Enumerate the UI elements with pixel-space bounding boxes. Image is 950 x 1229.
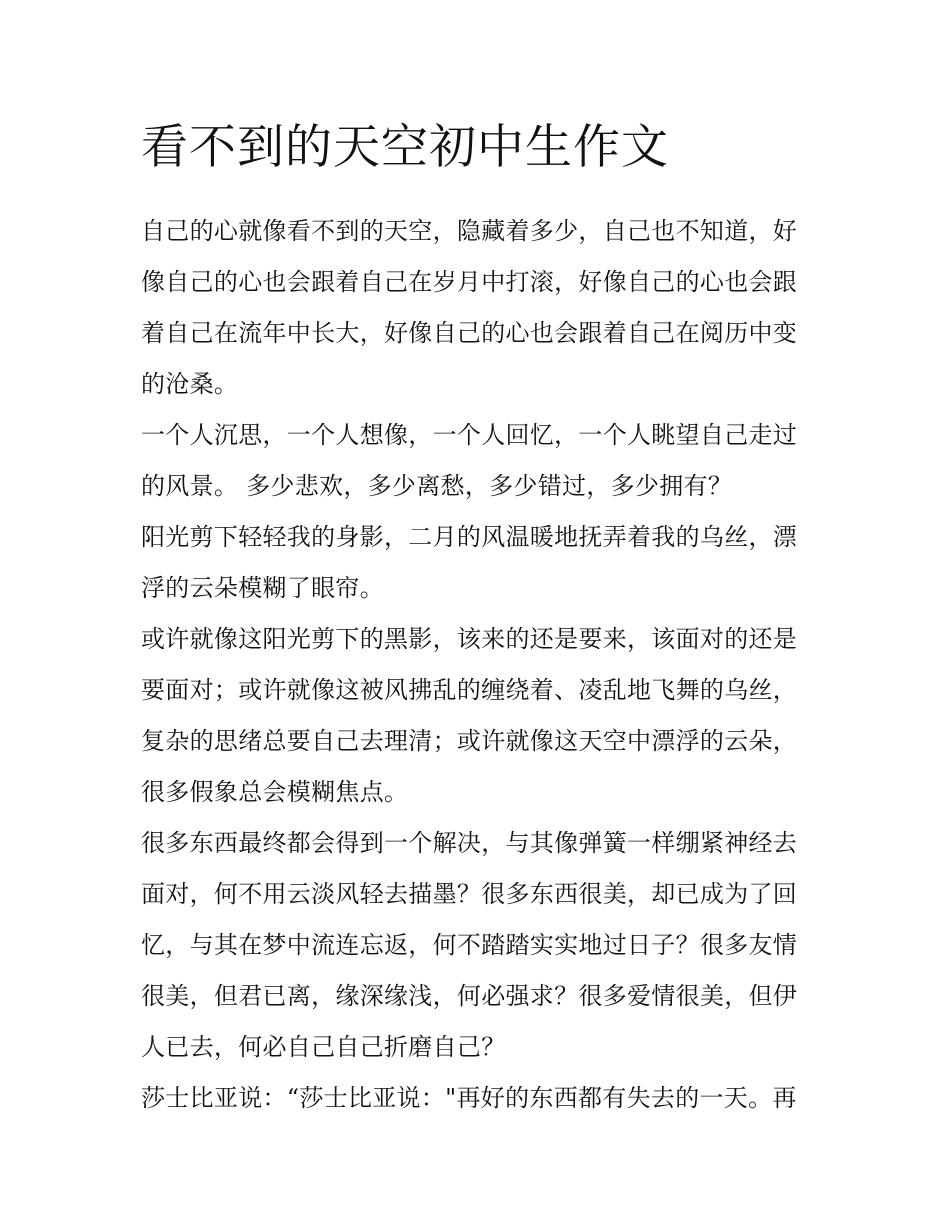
paragraph-4: 或许就像这阳光剪下的黑影，该来的还是要来，该面对的还是要面对；或许就像这被风拂乱的缠绕着、凌乱地飞舞的乌丝，复杂的思绪总要自己去理清；或许就像这天空中漂浮的云朵，很多假象总会模糊焦点。 [141,625,798,806]
paragraph-1: 自己的心就像看不到的天空，隐藏着多少，自己也不知道，好像自己的心也会跟着自己在岁月中打滚，好像自己的心也会跟着自己在流年中长大，好像自己的心也会跟着自己在阅历中变的沧桑。 [141,217,798,398]
document-body [141,116,813,1124]
paragraph-3: 阳光剪下轻轻我的身影，二月的风温暖地抚弄着我的乌丝，漂浮的云朵模糊了眼帘。 [141,523,798,602]
paragraph-6: 莎士比亚说：“莎士比亚说："再好的东西都有失去的一天。再 [141,1084,797,1112]
paragraph-5: 很多东西最终都会得到一个解决，与其像弹簧一样绷紧神经去面对，何不用云淡风轻去描墨？很多东西很美，却已成为了回忆，与其在梦中流连忘返，何不踏踏实实地过日子？很多友情很美，但君已离，缘深缘浅，何必强求？很多爱情很美，但伊人已去，何必自己自己折磨自己？ [141,829,798,1061]
document-title: 看不到的天空初中生作文 [141,120,669,175]
paragraph-2: 一个人沉思，一个人想像，一个人回忆，一个人眺望自己走过的风景。 多少悲欢，多少离愁，多少错过，多少拥有？ [141,421,798,500]
